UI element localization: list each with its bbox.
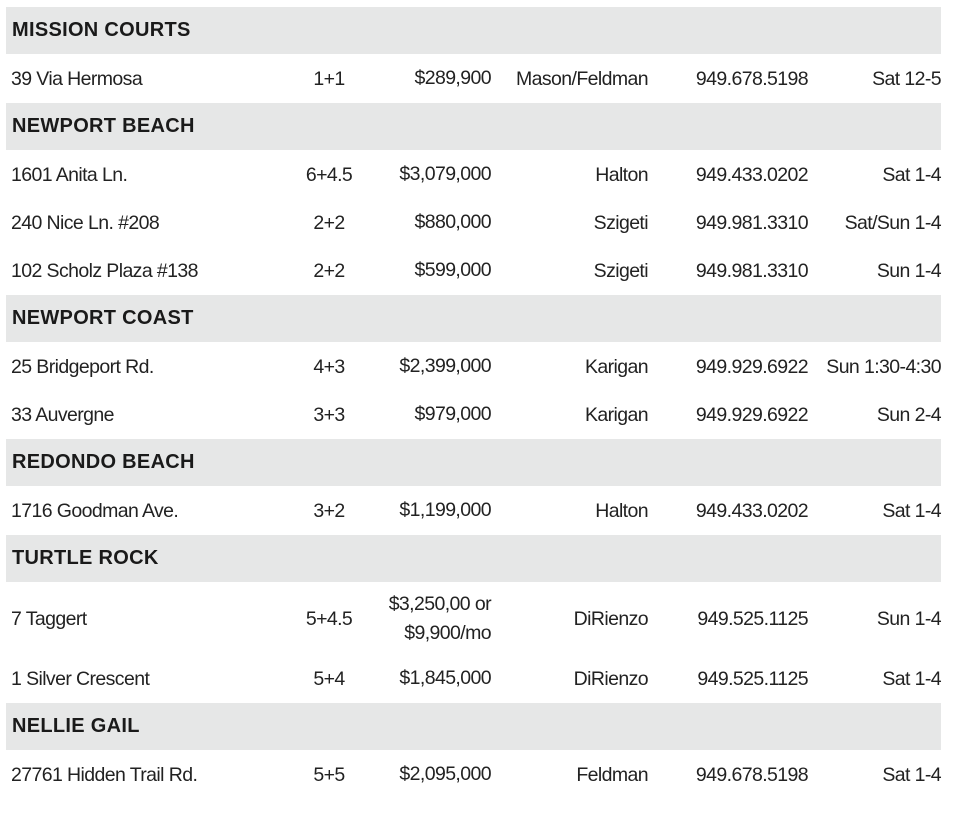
listing-row <box>6 55 941 103</box>
listing-address: 33 Auvergne <box>11 403 114 426</box>
listing-address: 102 Scholz Plaza #138 <box>11 259 198 282</box>
listing-row <box>6 247 941 295</box>
listing-price <box>370 352 491 381</box>
listing-address: 240 Nice Ln. #208 <box>11 211 160 234</box>
listing-price-line: $2,399,000 <box>399 355 491 378</box>
listing-price-line: $880,000 <box>414 211 491 234</box>
listing-price-line: $3,250,00 or <box>388 592 491 615</box>
listing-row <box>6 343 941 391</box>
listing-price <box>370 160 491 189</box>
listing-bed-bath: 1+1 <box>313 67 345 90</box>
listing-price <box>370 256 491 285</box>
section-title: NELLIE GAIL <box>12 715 140 737</box>
section-title: TURTLE ROCK <box>12 547 159 569</box>
listing-bed-bath: 5+5 <box>313 763 345 786</box>
listing-agent: Mason/Feldman <box>515 67 648 90</box>
listing-phone: 949.929.6922 <box>695 403 808 426</box>
listing-price-line: $289,900 <box>414 67 491 90</box>
listing-open-time: Sun 1-4 <box>876 259 941 282</box>
section-header <box>6 295 941 343</box>
listing-phone: 949.433.0202 <box>695 499 808 522</box>
section-header <box>6 7 941 55</box>
listing-price <box>370 400 491 429</box>
listing-price-line: $979,000 <box>414 403 491 426</box>
listing-agent: DiRienzo <box>573 607 648 630</box>
listing-price-line: $599,000 <box>414 259 491 282</box>
section-header <box>6 103 941 151</box>
listing-agent: Halton <box>595 163 648 186</box>
listing-open-time: Sat 12-5 <box>872 67 941 90</box>
listing-agent: Szigeti <box>593 259 648 282</box>
listing-open-time: Sat 1-4 <box>882 163 941 186</box>
listing-agent: Feldman <box>576 763 648 786</box>
listing-bed-bath: 2+2 <box>313 259 345 282</box>
listing-price <box>370 590 491 649</box>
listing-row <box>6 751 941 799</box>
listing-bed-bath: 6+4.5 <box>305 163 353 186</box>
listing-bed-bath: 5+4 <box>313 667 345 690</box>
listing-price <box>370 760 491 789</box>
listing-price-line: $9,900/mo <box>404 622 491 644</box>
listing-row <box>6 391 941 439</box>
listing-price <box>370 664 491 693</box>
listing-bed-bath: 3+3 <box>313 403 345 426</box>
listing-price <box>370 496 491 525</box>
section-title: REDONDO BEACH <box>12 451 195 473</box>
listing-address: 39 Via Hermosa <box>11 67 143 90</box>
listing-agent: Halton <box>595 499 648 522</box>
listing-row <box>6 151 941 199</box>
section-header <box>6 535 941 583</box>
listing-agent: Karigan <box>584 355 648 378</box>
listing-address: 27761 Hidden Trail Rd. <box>11 763 198 786</box>
listing-agent: DiRienzo <box>573 667 648 690</box>
listing-open-time: Sun 2-4 <box>876 403 941 426</box>
listing-open-time: Sun 1:30-4:30 <box>826 355 941 378</box>
listing-phone: 949.525.1125 <box>697 607 808 630</box>
listing-address: 7 Taggert <box>11 607 87 630</box>
listing-open-time: Sat 1-4 <box>882 499 941 522</box>
section-title: NEWPORT BEACH <box>12 115 195 137</box>
section-title: MISSION COURTS <box>12 19 191 41</box>
listing-phone: 949.433.0202 <box>695 163 808 186</box>
listing-open-time: Sun 1-4 <box>876 607 941 630</box>
listing-address: 1 Silver Crescent <box>11 667 150 690</box>
section-header <box>6 439 941 487</box>
listing-phone: 949.678.5198 <box>695 67 808 90</box>
listing-price-line: $1,199,000 <box>399 499 491 522</box>
listing-bed-bath: 2+2 <box>313 211 345 234</box>
listing-price-line: $1,845,000 <box>399 667 491 690</box>
listing-price-line: $3,079,000 <box>399 163 491 186</box>
listing-open-time: Sat 1-4 <box>882 667 941 690</box>
listing-address: 1716 Goodman Ave. <box>11 499 179 522</box>
listing-row <box>6 583 941 655</box>
section-title: NEWPORT COAST <box>12 307 194 329</box>
listing-phone: 949.981.3310 <box>695 259 808 282</box>
listing-row <box>6 199 941 247</box>
listing-open-time: Sat 1-4 <box>882 763 941 786</box>
listing-phone: 949.678.5198 <box>695 763 808 786</box>
listing-price-line: $2,095,000 <box>399 763 491 786</box>
listing-phone: 949.929.6922 <box>695 355 808 378</box>
listing-open-time: Sat/Sun 1-4 <box>844 211 941 234</box>
listing-price <box>370 64 491 93</box>
listing-address: 25 Bridgeport Rd. <box>11 355 154 378</box>
listing-phone: 949.525.1125 <box>697 667 808 690</box>
listing-bed-bath: 5+4.5 <box>305 607 353 630</box>
listing-row <box>6 487 941 535</box>
listing-row <box>6 655 941 703</box>
listing-agent: Karigan <box>584 403 648 426</box>
listing-address: 1601 Anita Ln. <box>11 163 128 186</box>
section-header <box>6 703 941 751</box>
open-house-listings-table <box>6 7 941 799</box>
listing-price <box>370 208 491 237</box>
listing-phone: 949.981.3310 <box>695 211 808 234</box>
listing-agent: Szigeti <box>593 211 648 234</box>
listing-bed-bath: 4+3 <box>313 355 345 378</box>
listing-bed-bath: 3+2 <box>313 499 345 522</box>
